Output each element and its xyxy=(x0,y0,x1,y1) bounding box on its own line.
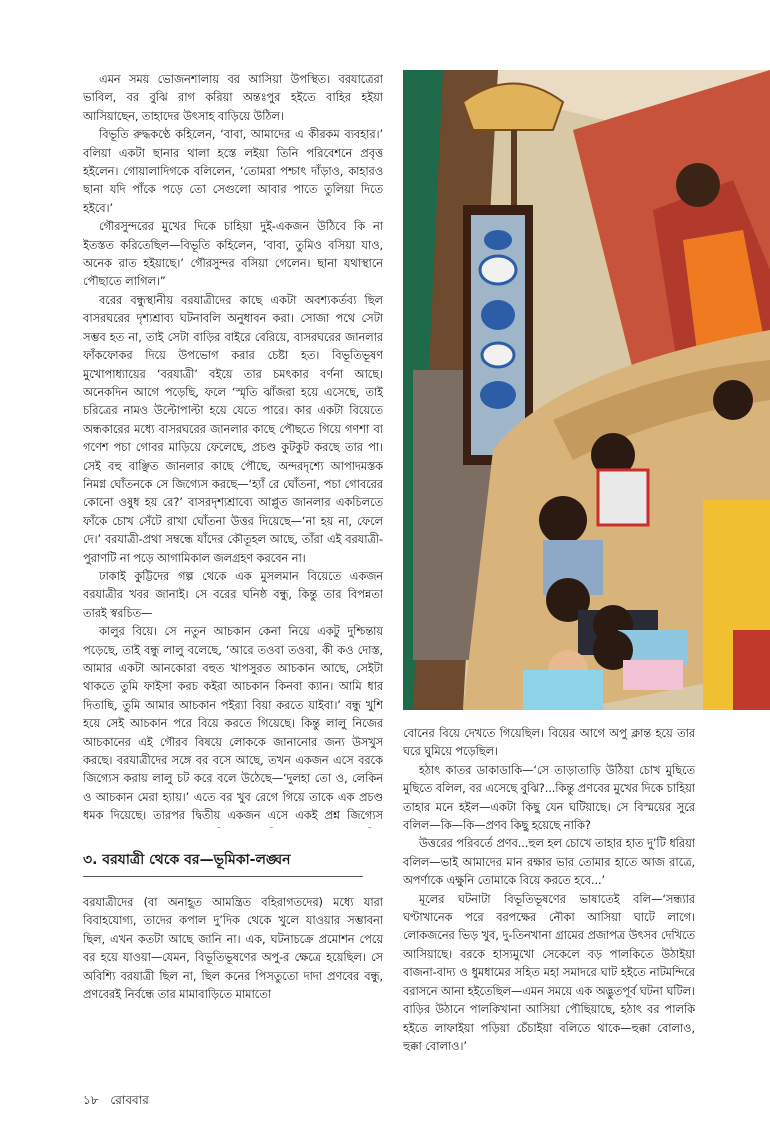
paragraph: বোনের বিয়ে দেখতে গিয়েছিল। বিয়ের আগে অপু ক্লান্ত হয়ে তার ঘরে ঘুমিয়ে পড়েছিল। xyxy=(403,726,695,759)
article-column-left xyxy=(83,70,383,828)
paragraph: এমন সময় ভোজনশালায় বর আসিয়া উপস্থিত। বরযাত্রেরা ভাবিল, বর বুঝি রাগ করিয়া অন্তঃপুর হইতে বাহির হইয়া আসিয়াছেন, তাহাদের উৎসাহ বাড়িয়ে উঠিল। xyxy=(83,72,383,123)
paragraph: ঢাকাই কুট্টিদের গল্প থেকে এক মুসলমান বিয়েতে একজন বরযাত্রীর খবর জানাই। সে বরের ঘনিষ্ঠ বন্ধু, কিন্তু তার বিপন্নতা তারই স্বরচিত— xyxy=(83,568,383,620)
magazine-name: রোববার xyxy=(110,1093,149,1107)
article-column-right xyxy=(403,724,695,1080)
wedding-photo xyxy=(403,70,770,710)
page-number: ১৮ xyxy=(83,1093,99,1107)
article-column-bottom-left xyxy=(83,893,383,1079)
paragraph: বিভূতি রুদ্ধকণ্ঠে কহিলেন, ‘বাবা, আমাদের এ কীরকম ব্যবহার।’ বলিয়া একটা ছানার থালা হস্তে লইয়া তিনি পরিবেশনে প্রবৃত্ত হইলেন। গোয়ালাদিগকে বলিলেন, ‘তোমরা পশ্চাৎ দাঁড়াও, কাহারও ছানা যদি পাঁকে পড়ে তো সেগুলো আবার পাতে তুলিয়া দিতে হইবে।’ xyxy=(83,127,383,215)
paragraph: হঠাৎ কাতর ডাকাডাকি—‘সে তাড়াতাড়ি উঠিয়া চোখ মুছিতে মুছিতে বলিল, বর এসেছে বুঝি?...কিন্তু প্রণবের মুখের দিকে চাহিয়া তাহার মনে হইল—একটা কিছু যেন ঘটিয়াছে। সে বিস্ময়ের সুরে বলিল—কি—কি—প্রণব কিছু হয়েছে নাকি? xyxy=(403,762,695,833)
section-heading: ৩. বরযাত্রী থেকে বর—ভূমিকা-লঙ্ঘন xyxy=(83,844,363,877)
page-footer xyxy=(83,1092,157,1112)
paragraph: বরের বন্ধুস্থানীয় বরযাত্রীদের কাছে একটা অবশ্যকর্তব্য ছিল বাসরঘরের দৃশ্যশ্রাব্য ঘটনাবলি অনুধাবন করা। সোজা পথে সেটা সম্ভব হত না, তাই সেটা বাড়ির বাইরে বেরিয়ে, বাসরঘরের জানলার ফাঁকফোকর দিয়ে উপভোগ করার চেষ্টা হত। বিভূতিভূষণ মুখোপাধ্যায়ের ‘বরযাত্রী’ বইয়ে তার চমৎকার বর্ণনা আছে। অনেকদিন আগে পড়েছি, ফলে ‘স্মৃতি ঝাঁজরা হয়ে এসেছে, তাই চরিত্রের নামও উল্টোপাল্টা হয়ে যেতে পারে। কার একটা বিয়েতে অন্ধকারের মধ্যে বাসরঘরের জানলার কাছে পৌছতে গিয়ে গণশা বা গণেশ পচা গোবর মাড়িয়ে ফেলেছে, প্রচণ্ড কুটকুট করছে তার পা। সেই বহু বাঞ্ছিত জানলার কাছে পৌছে, অন্দরদৃশ্যে আপাদমস্তক নিমগ্ন ঘোঁতনকে সে জিগ্যেস করছে—‘হ্যাঁ রে ঘোঁতনা, পচা গোবরের কোনো ওষুধ হয় রে?’ বাসরদৃশ্যশ্রাব্যে আপ্লুত জানলার একচিলতে ফাঁকে চোখ সেঁটে রাখা ঘোঁতনা উত্তর দিয়েছে—‘না হয় না, ফেলে দে।’ বরযাত্রী-প্রথা সম্বন্ধে যাঁদের কৌতূহল আছে, তাঁরা এই বরযাত্রী-পুরাণটি না পড়ে আগামিকাল জলগ্রহণ করবেন না। xyxy=(83,292,383,565)
paragraph: উত্তরের পরিবর্তে প্রণব...হুল হল চোখে তাহার হাত দু’টি ধরিয়া বলিল—ভাই আমাদের মান রক্ষার ভার তোমার হাতে আজ রাত্রে, অপর্ণাকে এক্ষুনি তোমাকে বিয়ে করতে হবে...’ xyxy=(403,836,695,888)
paragraph: গৌরসুন্দরের মুখের দিকে চাহিয়া দুই-একজন উঠিবে কি না ইতস্তত করিতেছিল—বিভূতি কহিলেন, ‘বাবা, তুমিও বসিয়া যাও, অনেক রাত হইয়াছে।’ গৌরসুন্দর বসিয়া গেলেন। ছানা যথাস্থানে পৌছাতে লাগিল।” xyxy=(83,219,383,289)
paragraph: মূলের ঘটনাটা বিভূতিভূষণের ভাষাতেই বলি—‘সন্ধ্যার ঘণ্টাখানেক পরে বরপক্ষের নৌকা আসিয়া ঘাটে লাগে। লোকজনের ভিড় খুব, দু-তিনখানা গ্রামের প্রজাপত্র উৎসব দেখিতে আসিয়াছে। বরকে হাস্যমুখো সেকেলে বড় পালকিতে উঠাইয়া বাজনা-বাদ্য ও ধুমধামের সহিত মহা সমাদরে ঘাট হইতে নাটমন্দিরে বরাসনে আনা হইতেছিল—এমন সময়ে এক অদ্ভুতপূর্ব ঘটনা ঘটিল। বাড়ির উঠানে পালকিখানা আসিয়া পৌছিয়াছে, হঠাৎ বর পালকি হইতে লাফাইয়া পড়িয়া চেঁচাইয়া বলিতে থাকে—হুক্কা বোলাও, হুক্কা বোলাও।’ xyxy=(403,891,695,1053)
photo-illustration xyxy=(403,70,770,710)
paragraph: কালুর বিয়ে। সে নতুন আচকান কেনা নিয়ে একটু দুশ্চিন্তায় পড়েছে, তাই বন্ধু লালু বলেছে, ‘আরে তওবা তওবা, কী কও দোস্ত, আমার একটা আনকোরা বহুত খাপসুরত আচকান আছে, সেইটা থাকতে তুমি ফাইসা করচ কইরা আচকান কিনবা ক্যান। আমি ধার দিতাছি, তুমি আমার আচকান পইর‍্যা বিয়া করতে যাইবা।’ বন্ধু খুশি হয়ে সেই আচকান পরে বিয়ে করতে গিয়েছে। কিন্তু লালু নিজের আচকানের এই গৌরব বিষয়ে লোককে জানানোর জন্য উসখুস করছে। বরযাত্রীদের সঙ্গে বর বসে আছে, তখন একজন এসে বরকে জিগ্যেস করায় লালু চট করে বলে উঠেছে—‘দুলহা তো ও, লেকিন ও আচকান মেরা হ্যায়।’ এতে বর খুব রেগে গিয়ে তাকে এক প্রচণ্ড ধমক দিয়েছে। তারপর দ্বিতীয় একজন এসে একই প্রশ্ন জিগ্যেস xyxy=(83,624,383,823)
paragraph: বরযাত্রীদের (বা অনাহূত আমন্ত্রিত বহিরাগতদের) মধ্যে যারা বিবাহযোগ্য, তাদের কপাল দু’দিক থেকে খুলে যাওয়ার সম্ভাবনা ছিল, এখন কতটা আছে জানি না। এক, ঘটনাচক্রে প্রমোশন পেয়ে বর হয়ে যাওয়া—যেমন, বিভূতিভূষণের অপু-র ক্ষেত্রে হয়েছিল। সে অবিশ্যি বরযাত্রী ছিল না, ছিল কনের পিসতুতো দাদা প্রণবের বন্ধু, প্রণবেরই নির্বন্ধে তার মামাবাড়িতে মামাতো xyxy=(83,895,383,1002)
